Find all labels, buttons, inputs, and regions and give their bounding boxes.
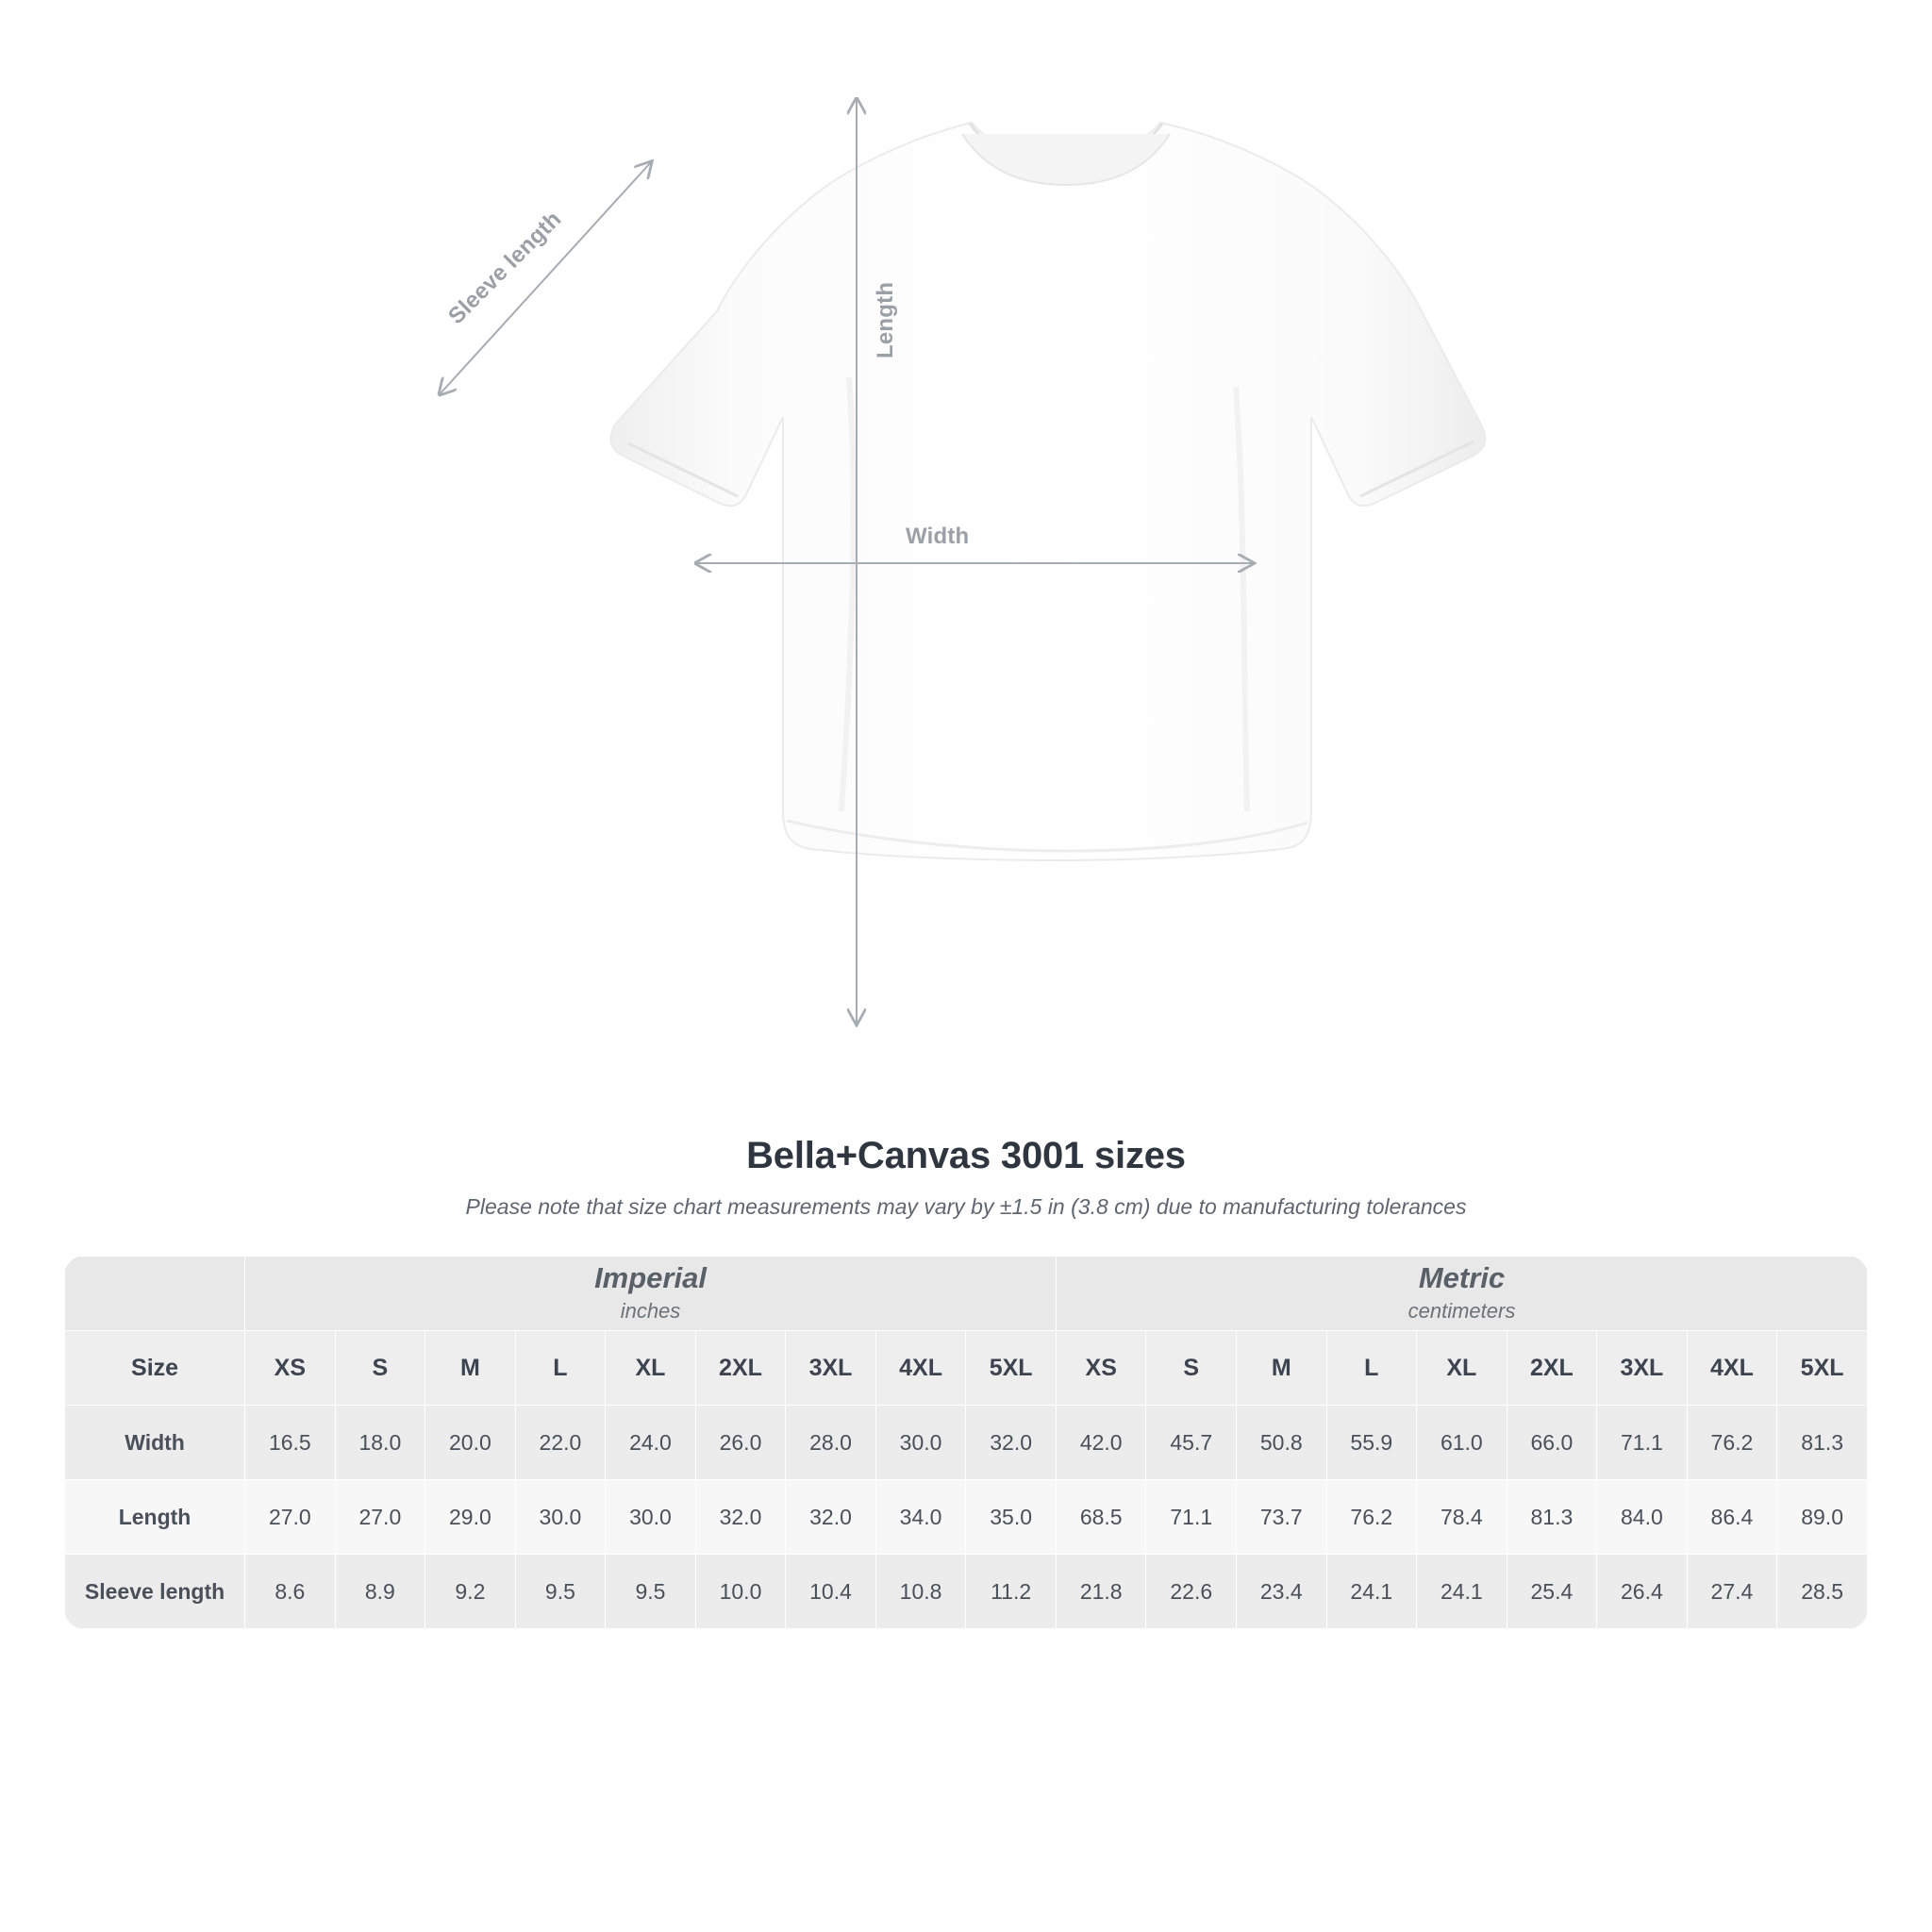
unit-header-row bbox=[65, 1257, 1868, 1331]
unit-header-metric bbox=[1056, 1257, 1867, 1331]
label-width: Width bbox=[906, 524, 970, 549]
size-chart-table-wrap bbox=[64, 1256, 1868, 1629]
table-corner-blank bbox=[65, 1257, 245, 1331]
cell-metric-sleeve-length-3xl: 26.4 bbox=[1597, 1555, 1688, 1629]
cell-imperial-width-5xl: 32.0 bbox=[966, 1406, 1057, 1480]
unit-header-imperial bbox=[245, 1257, 1057, 1331]
cell-metric-width-xl: 61.0 bbox=[1417, 1406, 1507, 1480]
size-header-imperial-xs: XS bbox=[245, 1331, 336, 1406]
unit-title: Imperial bbox=[594, 1261, 707, 1295]
size-header-metric-4xl: 4XL bbox=[1687, 1331, 1777, 1406]
cell-metric-width-xs: 42.0 bbox=[1056, 1406, 1146, 1480]
cell-imperial-sleeve-length-4xl: 10.8 bbox=[875, 1555, 966, 1629]
unit-subtitle: inches bbox=[620, 1298, 681, 1323]
cell-metric-width-5xl: 81.3 bbox=[1777, 1406, 1868, 1480]
title-block bbox=[0, 1135, 1932, 1220]
size-header-metric-5xl: 5XL bbox=[1777, 1331, 1868, 1406]
table-row bbox=[65, 1480, 1868, 1555]
cell-imperial-length-2xl: 32.0 bbox=[695, 1480, 786, 1555]
cell-imperial-sleeve-length-l: 9.5 bbox=[515, 1555, 606, 1629]
cell-imperial-sleeve-length-m: 9.2 bbox=[425, 1555, 516, 1629]
size-header-imperial-l: L bbox=[515, 1331, 606, 1406]
cell-metric-sleeve-length-xl: 24.1 bbox=[1417, 1555, 1507, 1629]
size-header-imperial-5xl: 5XL bbox=[966, 1331, 1057, 1406]
cell-metric-length-xl: 78.4 bbox=[1417, 1480, 1507, 1555]
row-label-length: Length bbox=[65, 1480, 245, 1555]
unit-subtitle: centimeters bbox=[1407, 1298, 1516, 1323]
cell-metric-length-2xl: 81.3 bbox=[1507, 1480, 1597, 1555]
size-header-imperial-3xl: 3XL bbox=[786, 1331, 876, 1406]
size-header-metric-m: M bbox=[1237, 1331, 1327, 1406]
label-length: Length bbox=[873, 281, 898, 358]
size-header-metric-s: S bbox=[1146, 1331, 1237, 1406]
label-sleeve-length: Sleeve length bbox=[443, 206, 567, 330]
cell-imperial-sleeve-length-xs: 8.6 bbox=[245, 1555, 336, 1629]
cell-imperial-width-4xl: 30.0 bbox=[875, 1406, 966, 1480]
cell-metric-length-m: 73.7 bbox=[1237, 1480, 1327, 1555]
cell-imperial-length-m: 29.0 bbox=[425, 1480, 516, 1555]
cell-metric-sleeve-length-xs: 21.8 bbox=[1056, 1555, 1146, 1629]
cell-metric-sleeve-length-m: 23.4 bbox=[1237, 1555, 1327, 1629]
cell-metric-sleeve-length-l: 24.1 bbox=[1326, 1555, 1417, 1629]
table-row bbox=[65, 1406, 1868, 1480]
cell-metric-length-3xl: 84.0 bbox=[1597, 1480, 1688, 1555]
size-header-imperial-m: M bbox=[425, 1331, 516, 1406]
cell-imperial-length-l: 30.0 bbox=[515, 1480, 606, 1555]
cell-imperial-sleeve-length-2xl: 10.0 bbox=[695, 1555, 786, 1629]
size-header-metric-2xl: 2XL bbox=[1507, 1331, 1597, 1406]
cell-imperial-width-l: 22.0 bbox=[515, 1406, 606, 1480]
size-header-metric-xl: XL bbox=[1417, 1331, 1507, 1406]
size-header-metric-3xl: 3XL bbox=[1597, 1331, 1688, 1406]
size-header-metric-l: L bbox=[1326, 1331, 1417, 1406]
page-title: Bella+Canvas 3001 sizes bbox=[746, 1135, 1186, 1176]
tolerance-note: Please note that size chart measurements may vary by ±1.5 in (3.8 cm) due to manufacturing tolerances bbox=[465, 1194, 1467, 1219]
cell-imperial-width-xs: 16.5 bbox=[245, 1406, 336, 1480]
cell-metric-sleeve-length-4xl: 27.4 bbox=[1687, 1555, 1777, 1629]
cell-imperial-width-2xl: 26.0 bbox=[695, 1406, 786, 1480]
cell-imperial-width-3xl: 28.0 bbox=[786, 1406, 876, 1480]
cell-metric-length-4xl: 86.4 bbox=[1687, 1480, 1777, 1555]
size-header-metric-xs: XS bbox=[1056, 1331, 1146, 1406]
cell-imperial-sleeve-length-3xl: 10.4 bbox=[786, 1555, 876, 1629]
cell-metric-width-m: 50.8 bbox=[1237, 1406, 1327, 1480]
cell-imperial-length-xl: 30.0 bbox=[606, 1480, 696, 1555]
size-header-imperial-xl: XL bbox=[606, 1331, 696, 1406]
cell-imperial-length-3xl: 32.0 bbox=[786, 1480, 876, 1555]
row-label-sleeve-length: Sleeve length bbox=[65, 1555, 245, 1629]
cell-imperial-length-4xl: 34.0 bbox=[875, 1480, 966, 1555]
cell-imperial-length-s: 27.0 bbox=[335, 1480, 425, 1555]
cell-imperial-sleeve-length-xl: 9.5 bbox=[606, 1555, 696, 1629]
cell-imperial-width-s: 18.0 bbox=[335, 1406, 425, 1480]
cell-imperial-length-xs: 27.0 bbox=[245, 1480, 336, 1555]
cell-metric-length-xs: 68.5 bbox=[1056, 1480, 1146, 1555]
cell-metric-length-s: 71.1 bbox=[1146, 1480, 1237, 1555]
cell-metric-sleeve-length-s: 22.6 bbox=[1146, 1555, 1237, 1629]
size-header-imperial-s: S bbox=[335, 1331, 425, 1406]
size-header-imperial-2xl: 2XL bbox=[695, 1331, 786, 1406]
cell-metric-width-4xl: 76.2 bbox=[1687, 1406, 1777, 1480]
size-header-row bbox=[65, 1331, 1868, 1406]
cell-imperial-sleeve-length-5xl: 11.2 bbox=[966, 1555, 1057, 1629]
row-label-width: Width bbox=[65, 1406, 245, 1480]
table-row bbox=[65, 1555, 1868, 1629]
cell-metric-width-s: 45.7 bbox=[1146, 1406, 1237, 1480]
unit-title: Metric bbox=[1418, 1261, 1506, 1295]
cell-metric-width-l: 55.9 bbox=[1326, 1406, 1417, 1480]
cell-imperial-width-m: 20.0 bbox=[425, 1406, 516, 1480]
cell-metric-width-3xl: 71.1 bbox=[1597, 1406, 1688, 1480]
cell-metric-length-l: 76.2 bbox=[1326, 1480, 1417, 1555]
cell-imperial-width-xl: 24.0 bbox=[606, 1406, 696, 1480]
cell-imperial-length-5xl: 35.0 bbox=[966, 1480, 1057, 1555]
header-size: Size bbox=[65, 1331, 245, 1406]
size-chart-table bbox=[64, 1256, 1868, 1629]
cell-metric-sleeve-length-2xl: 25.4 bbox=[1507, 1555, 1597, 1629]
cell-metric-length-5xl: 89.0 bbox=[1777, 1480, 1868, 1555]
cell-metric-width-2xl: 66.0 bbox=[1507, 1406, 1597, 1480]
cell-imperial-sleeve-length-s: 8.9 bbox=[335, 1555, 425, 1629]
size-header-imperial-4xl: 4XL bbox=[875, 1331, 966, 1406]
cell-metric-sleeve-length-5xl: 28.5 bbox=[1777, 1555, 1868, 1629]
